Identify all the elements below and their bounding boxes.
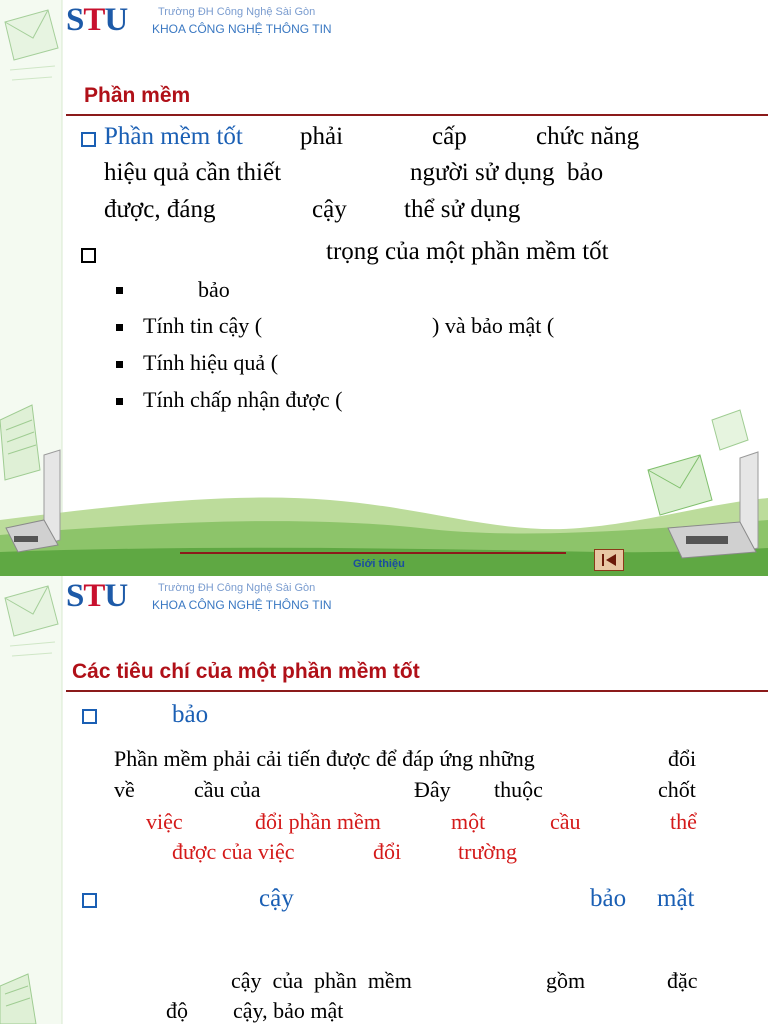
paragraph-text: chốt <box>658 777 696 802</box>
paragraph-text: đổi <box>668 746 697 771</box>
bullet-1-text: cậy <box>312 196 347 223</box>
square-bullet-icon <box>116 398 123 405</box>
bullet-1-text: được, đáng <box>104 196 216 223</box>
highlighted-text: cầu <box>550 809 581 834</box>
checkbox-bullet-icon <box>82 893 97 908</box>
bullet-2-text: trọng của một phần mềm tốt <box>326 238 609 265</box>
highlighted-text: được của việc <box>172 839 295 864</box>
highlighted-text: đổi <box>373 839 402 864</box>
paragraph-text: cậy, bảo mật <box>233 998 344 1023</box>
paragraph-text: về <box>114 777 135 802</box>
criteria-item: Tính chấp nhận được ( <box>143 387 343 412</box>
stu-logo: STU <box>66 2 128 38</box>
stu-logo: STU <box>66 578 128 614</box>
square-bullet-icon <box>116 361 123 368</box>
school-name: Trường ĐH Công Nghệ Sài Gòn <box>158 6 316 18</box>
criterion-heading: bảo <box>172 701 209 728</box>
bullet-1-text: phải <box>300 123 344 150</box>
bullet-1-text: người sử dụng bảo <box>410 159 604 186</box>
paragraph-text: đặc <box>667 968 698 993</box>
paragraph-text: cậy của phần mềm <box>231 968 412 993</box>
faculty-name: KHOA CÔNG NGHỆ THÔNG TIN <box>152 22 332 36</box>
highlighted-text: thể <box>670 809 697 834</box>
flying-envelope-right <box>648 410 748 515</box>
bullet-1-emphasis: Phần mềm tốt <box>104 123 243 150</box>
square-bullet-icon <box>116 287 123 294</box>
square-bullet-icon <box>116 324 123 331</box>
bullet-1-text: hiệu quả cần thiết <box>104 159 282 186</box>
slide-title: Các tiêu chí của một phần mềm tốt <box>72 660 420 683</box>
paragraph-text: Phần mềm phải cải tiến được để đáp ứng những <box>114 746 535 771</box>
criteria-item: bảo <box>198 277 230 302</box>
highlighted-text: trường <box>458 839 517 864</box>
footer-section-label: Giới thiệu <box>353 558 405 570</box>
criteria-item: Tính tin cậy ( <box>143 313 263 338</box>
paragraph-text: thuộc <box>494 777 543 802</box>
slide-title: Phần mềm <box>84 84 191 107</box>
title-rule <box>66 114 768 116</box>
first-slide-button[interactable] <box>594 549 624 571</box>
highlighted-text: một <box>451 809 486 834</box>
criteria-item: Tính hiệu quả ( <box>143 350 279 375</box>
criterion-heading: cậy <box>259 885 294 912</box>
slide-2 <box>0 576 768 1024</box>
bullet-1-text: cấp <box>432 123 467 150</box>
skip-back-icon <box>595 550 623 570</box>
paragraph-text: cầu của <box>194 777 261 802</box>
paragraph-text: gồm <box>546 968 586 993</box>
checkbox-bullet-icon <box>81 132 96 147</box>
checkbox-bullet-icon <box>82 709 97 724</box>
paragraph-text: độ <box>166 998 188 1023</box>
paragraph-text: Đây <box>414 777 451 802</box>
criteria-item: ) và bảo mật ( <box>432 313 555 338</box>
bullet-1-text: thể sử dụng <box>404 196 521 223</box>
school-name: Trường ĐH Công Nghệ Sài Gòn <box>158 582 316 594</box>
criterion-heading: bảo <box>590 885 627 912</box>
highlighted-text: việc <box>146 809 183 834</box>
highlighted-text: đổi phần mềm <box>255 809 381 834</box>
criterion-heading: mật <box>657 885 695 912</box>
checkbox-bullet-icon <box>81 248 96 263</box>
bullet-1-text: chức năng <box>536 123 640 150</box>
faculty-name: KHOA CÔNG NGHỆ THÔNG TIN <box>152 598 332 612</box>
title-rule <box>66 690 768 692</box>
